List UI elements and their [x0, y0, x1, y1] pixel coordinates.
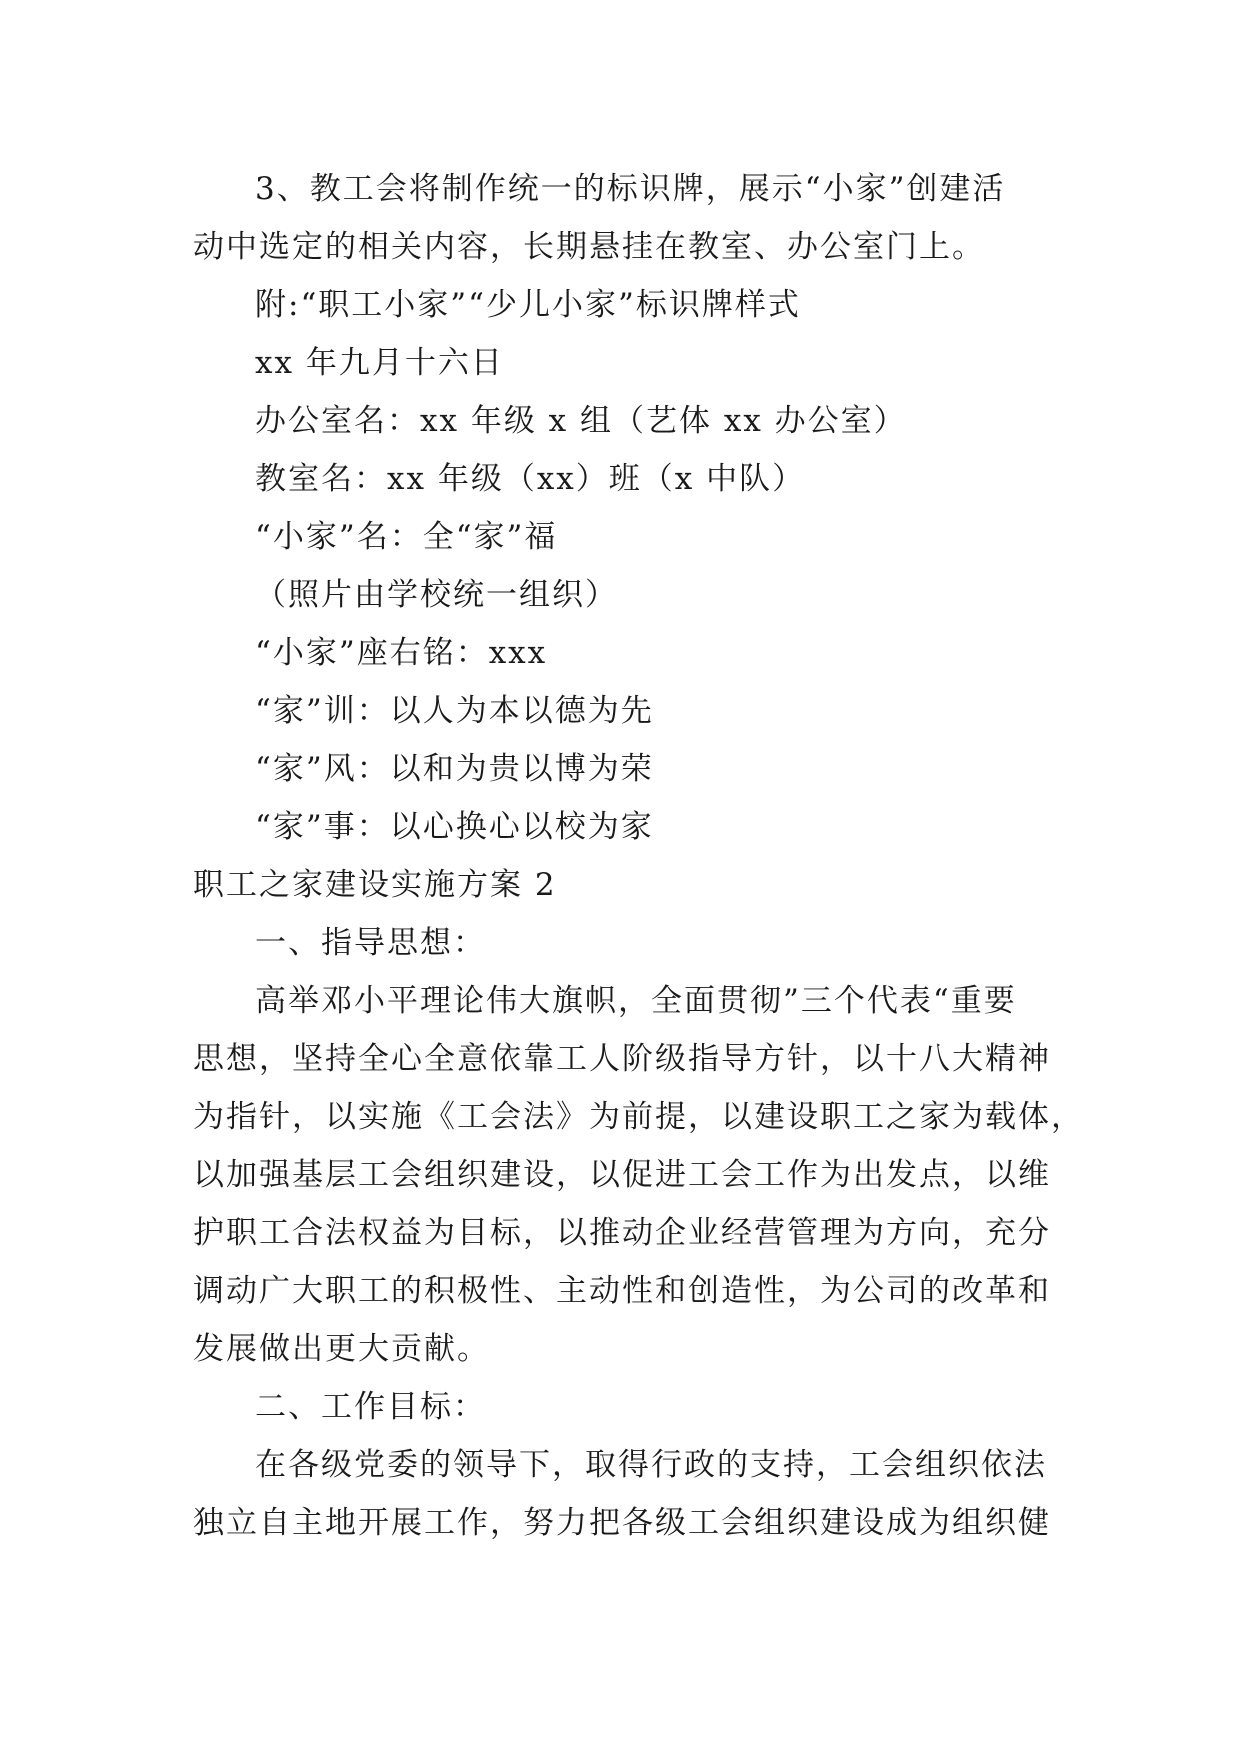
section-heading: 二、工作目标： [255, 1389, 486, 1425]
text-line: “家”事：以心换心以校为家 [255, 809, 654, 845]
document-body [193, 160, 1084, 1552]
text-line: 在各级党委的领导下，取得行政的支持，工会组织依法 [255, 1447, 1047, 1483]
text-line: “家”风：以和为贵以博为荣 [255, 751, 654, 787]
text-line: 为指针，以实施《工会法》为前提，以建设职工之家为载体， [193, 1099, 1084, 1135]
text-line: 教室名：xx 年级（xx）班（x 中队） [255, 461, 806, 497]
text-line: “小家”名：全“家”福 [255, 519, 558, 555]
section-title: 职工之家建设实施方案 2 [193, 867, 557, 903]
text-line: 发展做出更大贡献。 [193, 1331, 490, 1367]
text-line: “家”训：以人为本以德为先 [255, 693, 654, 729]
text-line: 独立自主地开展工作，努力把各级工会组织建设成为组织健 [193, 1505, 1051, 1541]
section-heading: 一、指导思想： [255, 925, 486, 961]
text-line: 高举邓小平理论伟大旗帜，全面贯彻”三个代表“重要 [255, 983, 1017, 1019]
text-line: （照片由学校统一组织） [255, 577, 618, 613]
text-line: 护职工合法权益为目标，以推动企业经营管理为方向，充分 [193, 1215, 1051, 1251]
text-line: “小家”座右铭：xxx [255, 635, 548, 671]
text-line: 办公室名：xx 年级 x 组（艺体 xx 办公室） [255, 403, 907, 439]
text-line: 3、教工会将制作统一的标识牌，展示“小家”创建活 [255, 171, 1006, 207]
text-line: 思想，坚持全心全意依靠工人阶级指导方针，以十八大精神 [193, 1041, 1051, 1077]
text-line: 以加强基层工会组织建设，以促进工会工作为出发点，以维 [193, 1157, 1051, 1193]
text-line: 动中选定的相关内容，长期悬挂在教室、办公室门上。 [193, 229, 985, 265]
text-line: 附:“职工小家”“少儿小家”标识牌样式 [255, 287, 801, 323]
text-line: 调动广大职工的积极性、主动性和创造性，为公司的改革和 [193, 1273, 1051, 1309]
text-line: xx 年九月十六日 [255, 345, 504, 381]
